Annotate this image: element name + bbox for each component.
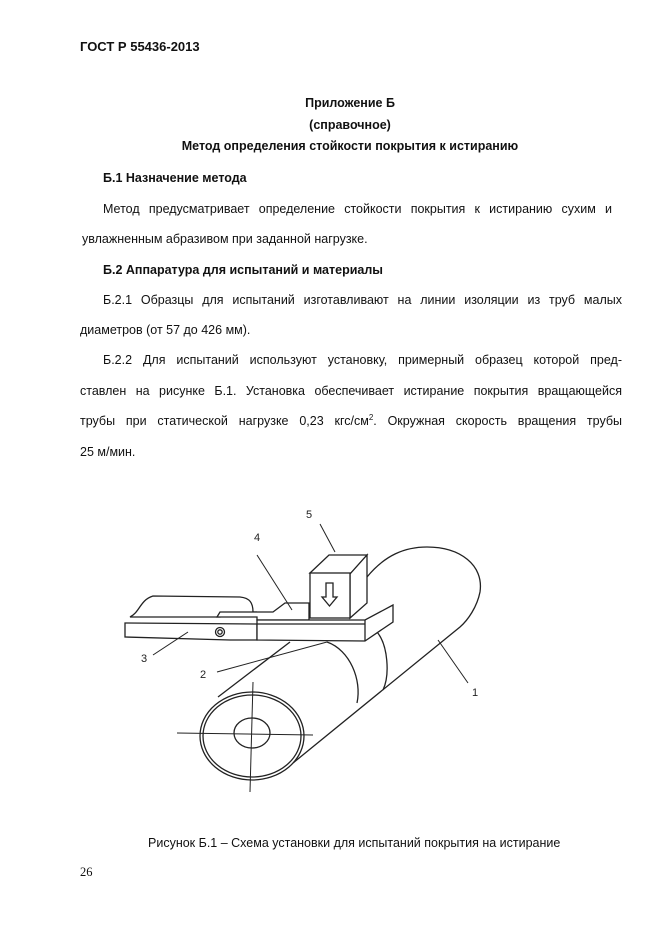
text-part: . Окружная скорость вращения трубы	[373, 414, 622, 428]
text-part: трубы при статической нагрузке 0,23 кгс/см	[80, 414, 369, 428]
paragraph-line: увлажненным абразивом при заданной нагрузке.	[82, 232, 368, 246]
superscript: 2	[368, 412, 374, 422]
paragraph-line: Б.2.1 Образцы для испытаний изготавливают на линии изоляции из труб малых	[103, 293, 622, 307]
appendix-title: Приложение Б	[305, 96, 395, 110]
paragraph-line: Б.2.2 Для испытаний используют установку, примерный образец которой пред-	[103, 353, 622, 367]
label-2: 2	[200, 669, 207, 681]
figure-caption: Рисунок Б.1 – Схема установки для испытаний покрытия на истирание	[148, 836, 561, 850]
paragraph-line: 25 м/мин.	[80, 445, 136, 459]
weight-block	[310, 555, 367, 618]
label-3: 3	[141, 653, 148, 665]
section-heading-b2: Б.2 Аппаратура для испытаний и материалы	[103, 263, 383, 277]
document-id: ГОСТ Р 55436-2013	[80, 39, 200, 54]
label-5: 5	[306, 509, 313, 521]
paragraph-line: ставлен на рисунке Б.1. Установка обеспечивает истирание покрытия вращающейся	[80, 384, 622, 398]
label-4: 4	[254, 532, 261, 544]
paragraph-line: Метод предусматривает определение стойкости покрытия к истиранию сухим и	[103, 202, 612, 216]
paragraph-line: диаметров (от 57 до 426 мм).	[80, 323, 251, 337]
section-heading-b1: Б.1 Назначение метода	[103, 171, 247, 185]
page-number: 26	[80, 865, 93, 879]
appendix-subject: Метод определения стойкости покрытия к истиранию	[181, 139, 519, 153]
appendix-type: (справочное)	[309, 118, 391, 132]
label-1: 1	[472, 687, 479, 699]
